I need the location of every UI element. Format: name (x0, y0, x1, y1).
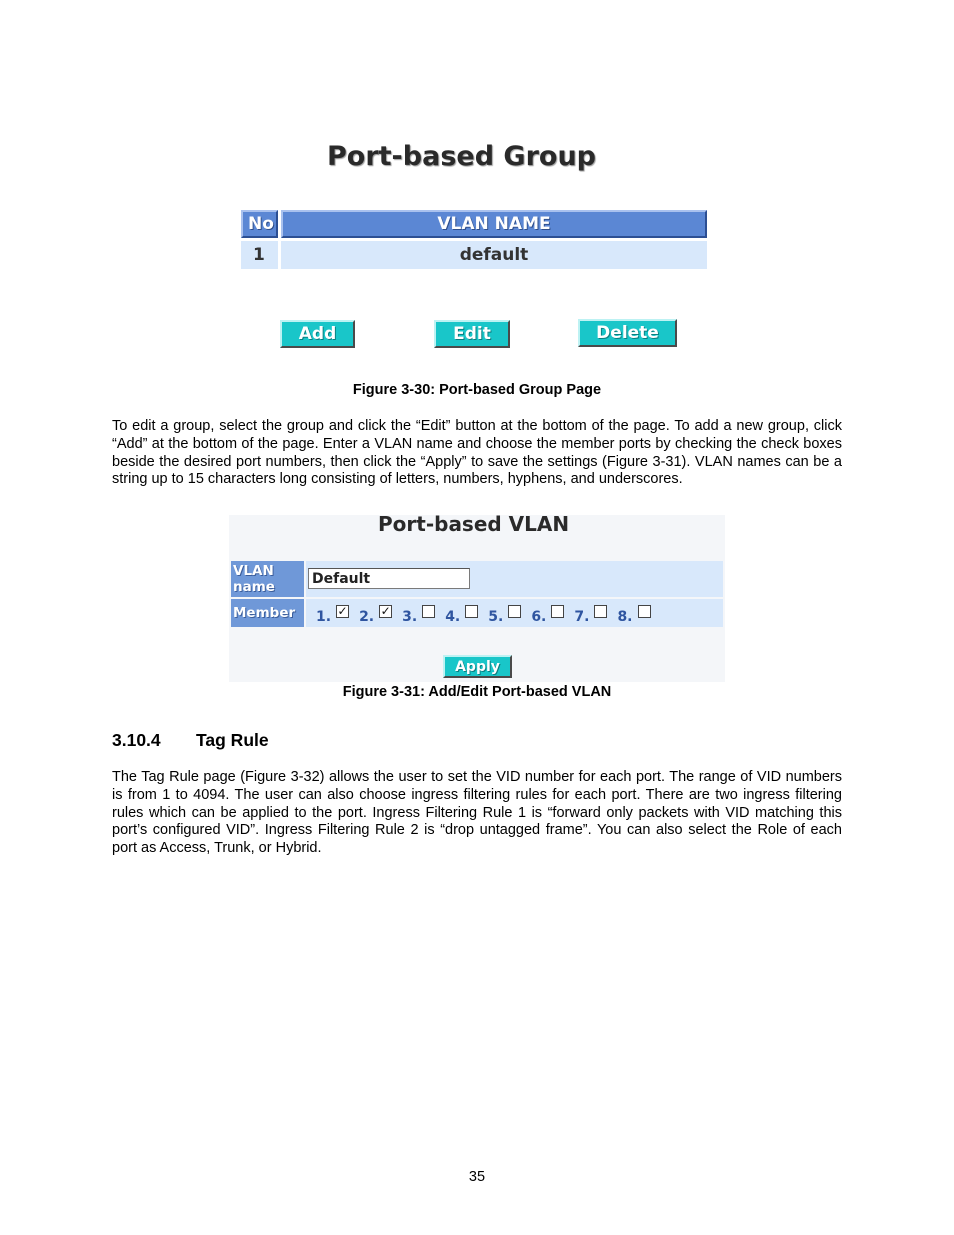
row-number: 1 (241, 241, 278, 269)
figure-30-caption: Figure 3-30: Port-based Group Page (352, 382, 602, 398)
port-label: 1. (316, 609, 332, 625)
vlan-name-label-line1: VLAN (233, 563, 274, 579)
port-label: 4. (445, 609, 461, 625)
port-checkbox[interactable] (638, 605, 651, 618)
port-based-vlan-title: Port-based VLAN (378, 512, 570, 536)
port-item (531, 605, 564, 625)
delete-button[interactable]: Delete (578, 319, 677, 347)
vlan-group-table (241, 210, 707, 272)
port-label: 2. (359, 609, 375, 625)
port-label: 3. (402, 609, 418, 625)
edit-button[interactable]: Edit (434, 320, 510, 348)
table-header-row (241, 210, 707, 238)
apply-button[interactable]: Apply (443, 655, 512, 678)
vlan-name-label (231, 561, 304, 597)
port-checkbox[interactable]: ✓ (380, 603, 391, 618)
add-button[interactable]: Add (280, 320, 355, 348)
vlan-name-input[interactable] (308, 568, 470, 589)
vlan-name-label-line2: name (233, 579, 275, 595)
port-item (574, 605, 607, 625)
port-label: 5. (488, 609, 504, 625)
section-heading (112, 730, 269, 751)
port-checkbox[interactable] (422, 605, 435, 618)
member-row (231, 599, 723, 627)
page-number: 35 (468, 1169, 486, 1185)
section-number: 3.10.4 (112, 730, 161, 750)
port-checkbox[interactable] (551, 605, 564, 618)
table-row[interactable] (241, 241, 707, 269)
port-item (445, 605, 478, 625)
figure-31-caption: Figure 3-31: Add/Edit Port-based VLAN (342, 684, 612, 700)
port-label: 7. (574, 609, 590, 625)
port-item (402, 605, 435, 625)
row-vlan-name: default (281, 241, 707, 269)
port-label: 8. (617, 609, 633, 625)
column-header-no: No (241, 210, 278, 238)
port-checkbox[interactable] (594, 605, 607, 618)
paragraph-tag-rule: The Tag Rule page (Figure 3-32) allows the user to set the VID number for each port. The range of VID numbers is from 1 to 4094. The user can also choose ingress filtering rules for each port. There are two ingress filtering rules which can be applied to the port. Ingress Filtering Rule 1 is “forward only packets with VID matching this port’s configured VID”. Ingress Filtering Rule 2 is “drop untagged frame”. You can also select the Role of each port as Access, Trunk, or Hybrid. (112, 769, 842, 857)
port-item (488, 605, 521, 625)
port-checkbox[interactable] (465, 605, 478, 618)
port-item (359, 603, 392, 625)
port-checkbox[interactable] (508, 605, 521, 618)
port-label: 6. (531, 609, 547, 625)
port-checkbox[interactable]: ✓ (337, 603, 348, 618)
member-ports-cell (306, 599, 723, 627)
port-checkbox-list (306, 599, 723, 627)
section-title: Tag Rule (196, 730, 269, 750)
port-item (316, 603, 349, 625)
member-label: Member (231, 599, 304, 627)
port-item (617, 605, 650, 625)
vlan-name-row (231, 561, 723, 597)
port-based-group-title: Port-based Group (327, 141, 596, 172)
column-header-vlan-name: VLAN NAME (281, 210, 707, 238)
vlan-name-value-cell (306, 561, 723, 597)
paragraph-edit-group: To edit a group, select the group and click the “Edit” button at the bottom of the page. To add a new group, click “Add” at the bottom of the page. Enter a VLAN name and choose the member ports by checking the check boxes beside the desired port numbers, then click the “Apply” to save the settings (Figure 3-31). VLAN names can be a string up to 15 characters long consisting of letters, numbers, hyphens, and underscores. (112, 418, 842, 488)
